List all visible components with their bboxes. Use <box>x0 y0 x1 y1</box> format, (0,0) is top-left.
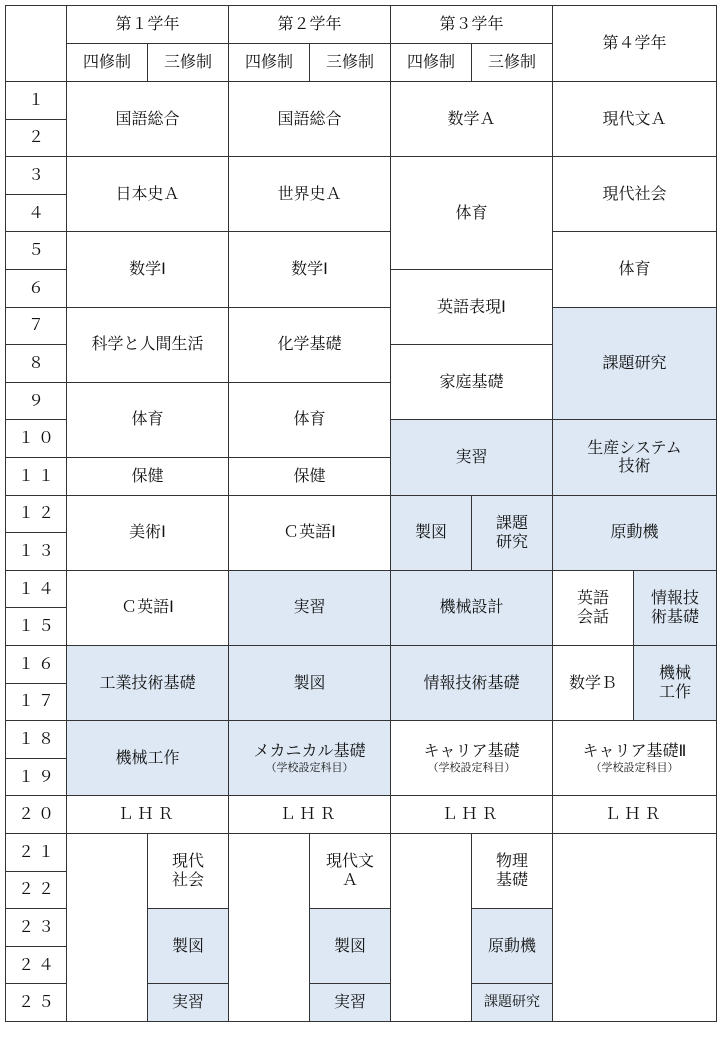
y1-kogyo-gijutsu: 工業技術基礎 <box>66 645 229 721</box>
y1-kikai-kosaku: 機械工作 <box>66 720 229 796</box>
y2-mechanical-title: メカニカル基礎 <box>253 740 366 760</box>
y1-lhr: ＬＨＲ <box>66 795 229 834</box>
course-three-year-3: 三修制 <box>471 43 553 82</box>
y2-four-year-empty <box>228 833 310 1022</box>
y3-kikai-sekkei: 機械設計 <box>390 570 553 646</box>
y3-kadai: 課題 研究 <box>471 495 553 571</box>
y4-career2-note: （学校設定科目） <box>590 760 679 774</box>
y4-career2-title: キャリア基礎Ⅱ <box>582 740 687 760</box>
y2-mechanical <box>228 720 391 796</box>
y2-taiiku: 体育 <box>228 382 391 458</box>
course-four-year-3: 四修制 <box>390 43 472 82</box>
y4-taiiku: 体育 <box>552 231 717 307</box>
y4-kadai-kenkyu: 課題研究 <box>552 307 717 421</box>
y1-jisshu: 実習 <box>147 983 229 1022</box>
y4-gendai-shakai: 現代社会 <box>552 156 717 232</box>
y2-seizu-b: 製図 <box>309 908 391 984</box>
period-number: ７ <box>5 307 67 346</box>
year-1-header: 第１学年 <box>66 5 229 44</box>
period-number: ２５ <box>5 983 67 1022</box>
period-number: ２０ <box>5 795 67 834</box>
y2-lhr: ＬＨＲ <box>228 795 391 834</box>
course-three-year-1: 三修制 <box>147 43 229 82</box>
y3-katei-kiso: 家庭基礎 <box>390 344 553 420</box>
year-2-header: 第２学年 <box>228 5 391 44</box>
y4-joho-kiso: 情報技 術基礎 <box>633 570 717 646</box>
curriculum-table <box>5 5 716 1026</box>
period-number: １５ <box>5 607 67 646</box>
y4-lhr: ＬＨＲ <box>552 795 717 834</box>
y3-lhr: ＬＨＲ <box>390 795 553 834</box>
period-number: ２２ <box>5 871 67 910</box>
period-number: ９ <box>5 382 67 421</box>
y4-sugaku-b: 数学Ｂ <box>552 645 634 721</box>
y3-career <box>390 720 553 796</box>
y3-four-year-empty <box>390 833 472 1022</box>
y2-gendaibun: 現代文 Ａ <box>309 833 391 909</box>
y1-kokugo: 国語総合 <box>66 81 229 157</box>
y2-mechanical-note: （学校設定科目） <box>265 760 354 774</box>
y2-jisshu: 実習 <box>228 570 391 646</box>
period-number: ２１ <box>5 833 67 872</box>
y4-empty <box>552 833 717 1022</box>
y2-c-eigo: Ｃ英語Ⅰ <box>228 495 391 571</box>
y3-butsuri: 物理 基礎 <box>471 833 553 909</box>
period-number: １ <box>5 81 67 120</box>
period-number: ２４ <box>5 946 67 985</box>
y2-sekaishi: 世界史Ａ <box>228 156 391 232</box>
year-3-header: 第３学年 <box>390 5 553 44</box>
y2-jisshu-b: 実習 <box>309 983 391 1022</box>
course-three-year-2: 三修制 <box>309 43 391 82</box>
y3-kadai-kenkyu: 課題研究 <box>471 983 553 1022</box>
period-number: ６ <box>5 269 67 308</box>
y1-taiiku: 体育 <box>66 382 229 458</box>
course-four-year-2: 四修制 <box>228 43 310 82</box>
y3-career-title: キャリア基礎 <box>423 740 520 760</box>
y1-bijutsu: 美術Ⅰ <box>66 495 229 571</box>
period-number: ８ <box>5 344 67 383</box>
y4-gendoki: 原動機 <box>552 495 717 571</box>
period-number: ５ <box>5 231 67 270</box>
y1-c-eigo: Ｃ英語Ⅰ <box>66 570 229 646</box>
y1-kagaku-ningen: 科学と人間生活 <box>66 307 229 383</box>
period-number: １３ <box>5 532 67 571</box>
y3-joho-gijutsu: 情報技術基礎 <box>390 645 553 721</box>
period-number: １４ <box>5 570 67 609</box>
y1-seizu: 製図 <box>147 908 229 984</box>
period-number: ２ <box>5 119 67 158</box>
y1-four-year-empty <box>66 833 148 1022</box>
y3-career-note: （学校設定科目） <box>427 760 516 774</box>
y2-sugaku: 数学Ⅰ <box>228 231 391 307</box>
period-number: １８ <box>5 720 67 759</box>
y3-eigo-hyogen: 英語表現Ⅰ <box>390 269 553 345</box>
y2-kokugo: 国語総合 <box>228 81 391 157</box>
y4-gendaibun: 現代文Ａ <box>552 81 717 157</box>
y2-hoken: 保健 <box>228 457 391 496</box>
y4-career2 <box>552 720 717 796</box>
period-number: ４ <box>5 194 67 233</box>
period-number: １１ <box>5 457 67 496</box>
year-4-header: 第４学年 <box>552 5 717 82</box>
header-corner <box>5 5 67 82</box>
y1-sugaku: 数学Ⅰ <box>66 231 229 307</box>
y3-gendoki: 原動機 <box>471 908 553 984</box>
period-number: １６ <box>5 645 67 684</box>
y3-seizu: 製図 <box>390 495 472 571</box>
y4-kikai-kosaku: 機械 工作 <box>633 645 717 721</box>
y4-seisan: 生産システム 技術 <box>552 419 717 495</box>
y1-gendai-shakai: 現代 社会 <box>147 833 229 909</box>
y2-seizu: 製図 <box>228 645 391 721</box>
period-number: １２ <box>5 495 67 534</box>
y3-taiiku: 体育 <box>390 156 553 270</box>
y1-nihonshi: 日本史Ａ <box>66 156 229 232</box>
y3-sugaku-a: 数学Ａ <box>390 81 553 157</box>
y4-eigo-kaiwa: 英語 会話 <box>552 570 634 646</box>
period-number: ３ <box>5 156 67 195</box>
y2-kagaku-kiso: 化学基礎 <box>228 307 391 383</box>
period-number: ２３ <box>5 908 67 947</box>
period-number: １９ <box>5 758 67 797</box>
course-four-year-1: 四修制 <box>66 43 148 82</box>
y3-jisshu: 実習 <box>390 419 553 495</box>
y1-hoken: 保健 <box>66 457 229 496</box>
period-number: １０ <box>5 419 67 458</box>
period-number: １７ <box>5 683 67 722</box>
